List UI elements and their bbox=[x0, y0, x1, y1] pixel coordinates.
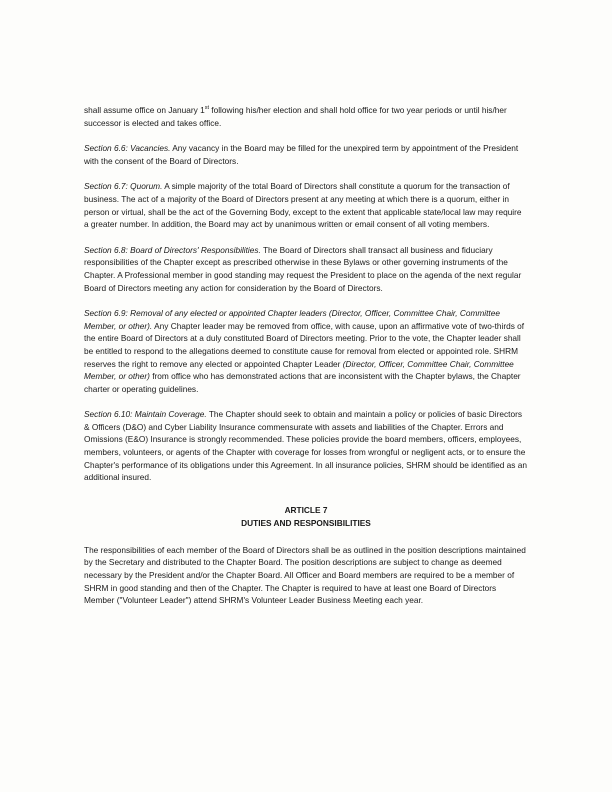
ordinal-suffix: st bbox=[204, 105, 209, 112]
section-6-7-heading: Section 6.7: Quorum. bbox=[84, 181, 163, 192]
section-6-10 bbox=[84, 408, 528, 484]
article-7-title: DUTIES AND RESPONSIBILITIES bbox=[241, 517, 371, 528]
section-6-10-heading: Section 6.10: Maintain Coverage. bbox=[84, 409, 207, 420]
section-6-8-body: The Board of Directors shall transact all business and fiduciary responsibilities of the Chapter except as prescribed otherwise in these Bylaws or other governing instruments of the Chapter. A Professional member in good standing may request the President to place on the agenda of the next regular Board of Directors meeting any action for consideration by the Board of Directors. bbox=[84, 244, 522, 293]
term-text-start: shall assume office on January 1 bbox=[84, 105, 205, 115]
article-7-heading bbox=[84, 504, 528, 530]
section-6-9 bbox=[84, 307, 528, 395]
section-6-6 bbox=[84, 142, 528, 167]
section-6-9-body-start: Any Chapter leader may be removed from office, with cause, upon an affirmative vote of two-thirds of the entire Board of Directors at a duly constituted Board of Directors meeting. Prior to the vote, the Chapter leader shall be entitled to respond to the allegations deemed to constitute cause for removal from elected or appointed role. SHRM reserves the right to remove any elected or appointed Chapter Leader bbox=[84, 320, 525, 369]
paragraph-term-of-office bbox=[84, 104, 528, 129]
section-6-9-italic-roles: (Director, Officer, Committee Chair, Committee Member, or other) bbox=[84, 358, 514, 382]
section-6-10-body: The Chapter should seek to obtain and maintain a policy or policies of basic Directors & Officers (D&O) and Cyber Liability Insurance commensurate with assets and liabilities of the Chapter. Errors and Omissions (E&O) Insurance is strongly recommended. These policies provide the board members, officers, employees, members, volunteers, or agents of the Chapter with coverage for losses from wrongful or negligent acts, or to ensure the Chapter's performance of its obligations under this Agreement. In all insurance policies, SHRM should be identified as an additional insured. bbox=[84, 409, 527, 483]
section-6-9-heading: Section 6.9: Removal of any elected or appointed Chapter leaders (Director, Officer, Committee Chair, Committee Member, or other). bbox=[84, 308, 500, 331]
section-6-7 bbox=[84, 180, 528, 230]
section-6-9-body-end: from office who has demonstrated actions that are inconsistent with the Chapter bylaws, the Chapter charter or operating guidelines. bbox=[84, 371, 521, 394]
article-7-number: ARTICLE 7 bbox=[284, 504, 328, 515]
section-6-8-heading: Section 6.8: Board of Directors' Responsibilities. bbox=[84, 244, 261, 255]
section-6-8 bbox=[84, 244, 528, 294]
section-6-7-body: A simple majority of the total Board of Directors shall constitute a quorum for the transaction of business. The act of a majority of the Board of Directors present at any meeting at which there is a quorum, either in person or virtual, shall be the act of the Governing Body, except to the extent that applicable state/local law may require a greater number. In addition, the Board may act by unanimous written or email consent of all voting members. bbox=[84, 181, 522, 230]
section-6-6-body: Any vacancy in the Board may be filled for the unexpired term by appointment of the President with the consent of the Board of Directors. bbox=[84, 143, 519, 166]
section-6-6-heading: Section 6.6: Vacancies. bbox=[84, 143, 171, 154]
term-text-end: following his/her election and shall hold office for two year periods or until his/her successor is elected and takes office. bbox=[84, 105, 507, 128]
article-7-body: The responsibilities of each member of the Board of Directors shall be as outlined in the position descriptions maintained by the Secretary and distributed to the Chapter Board. The position descriptions are subject to change as deemed necessary by the President and/or the Chapter Board. All Officer and Board members are required to be a member of SHRM in good standing and then of the Chapter. The Chapter is required to have at least one Board of Directors Member ("Volunteer Leader") attend SHRM's Volunteer Leader Business Meeting each year. bbox=[84, 544, 526, 606]
